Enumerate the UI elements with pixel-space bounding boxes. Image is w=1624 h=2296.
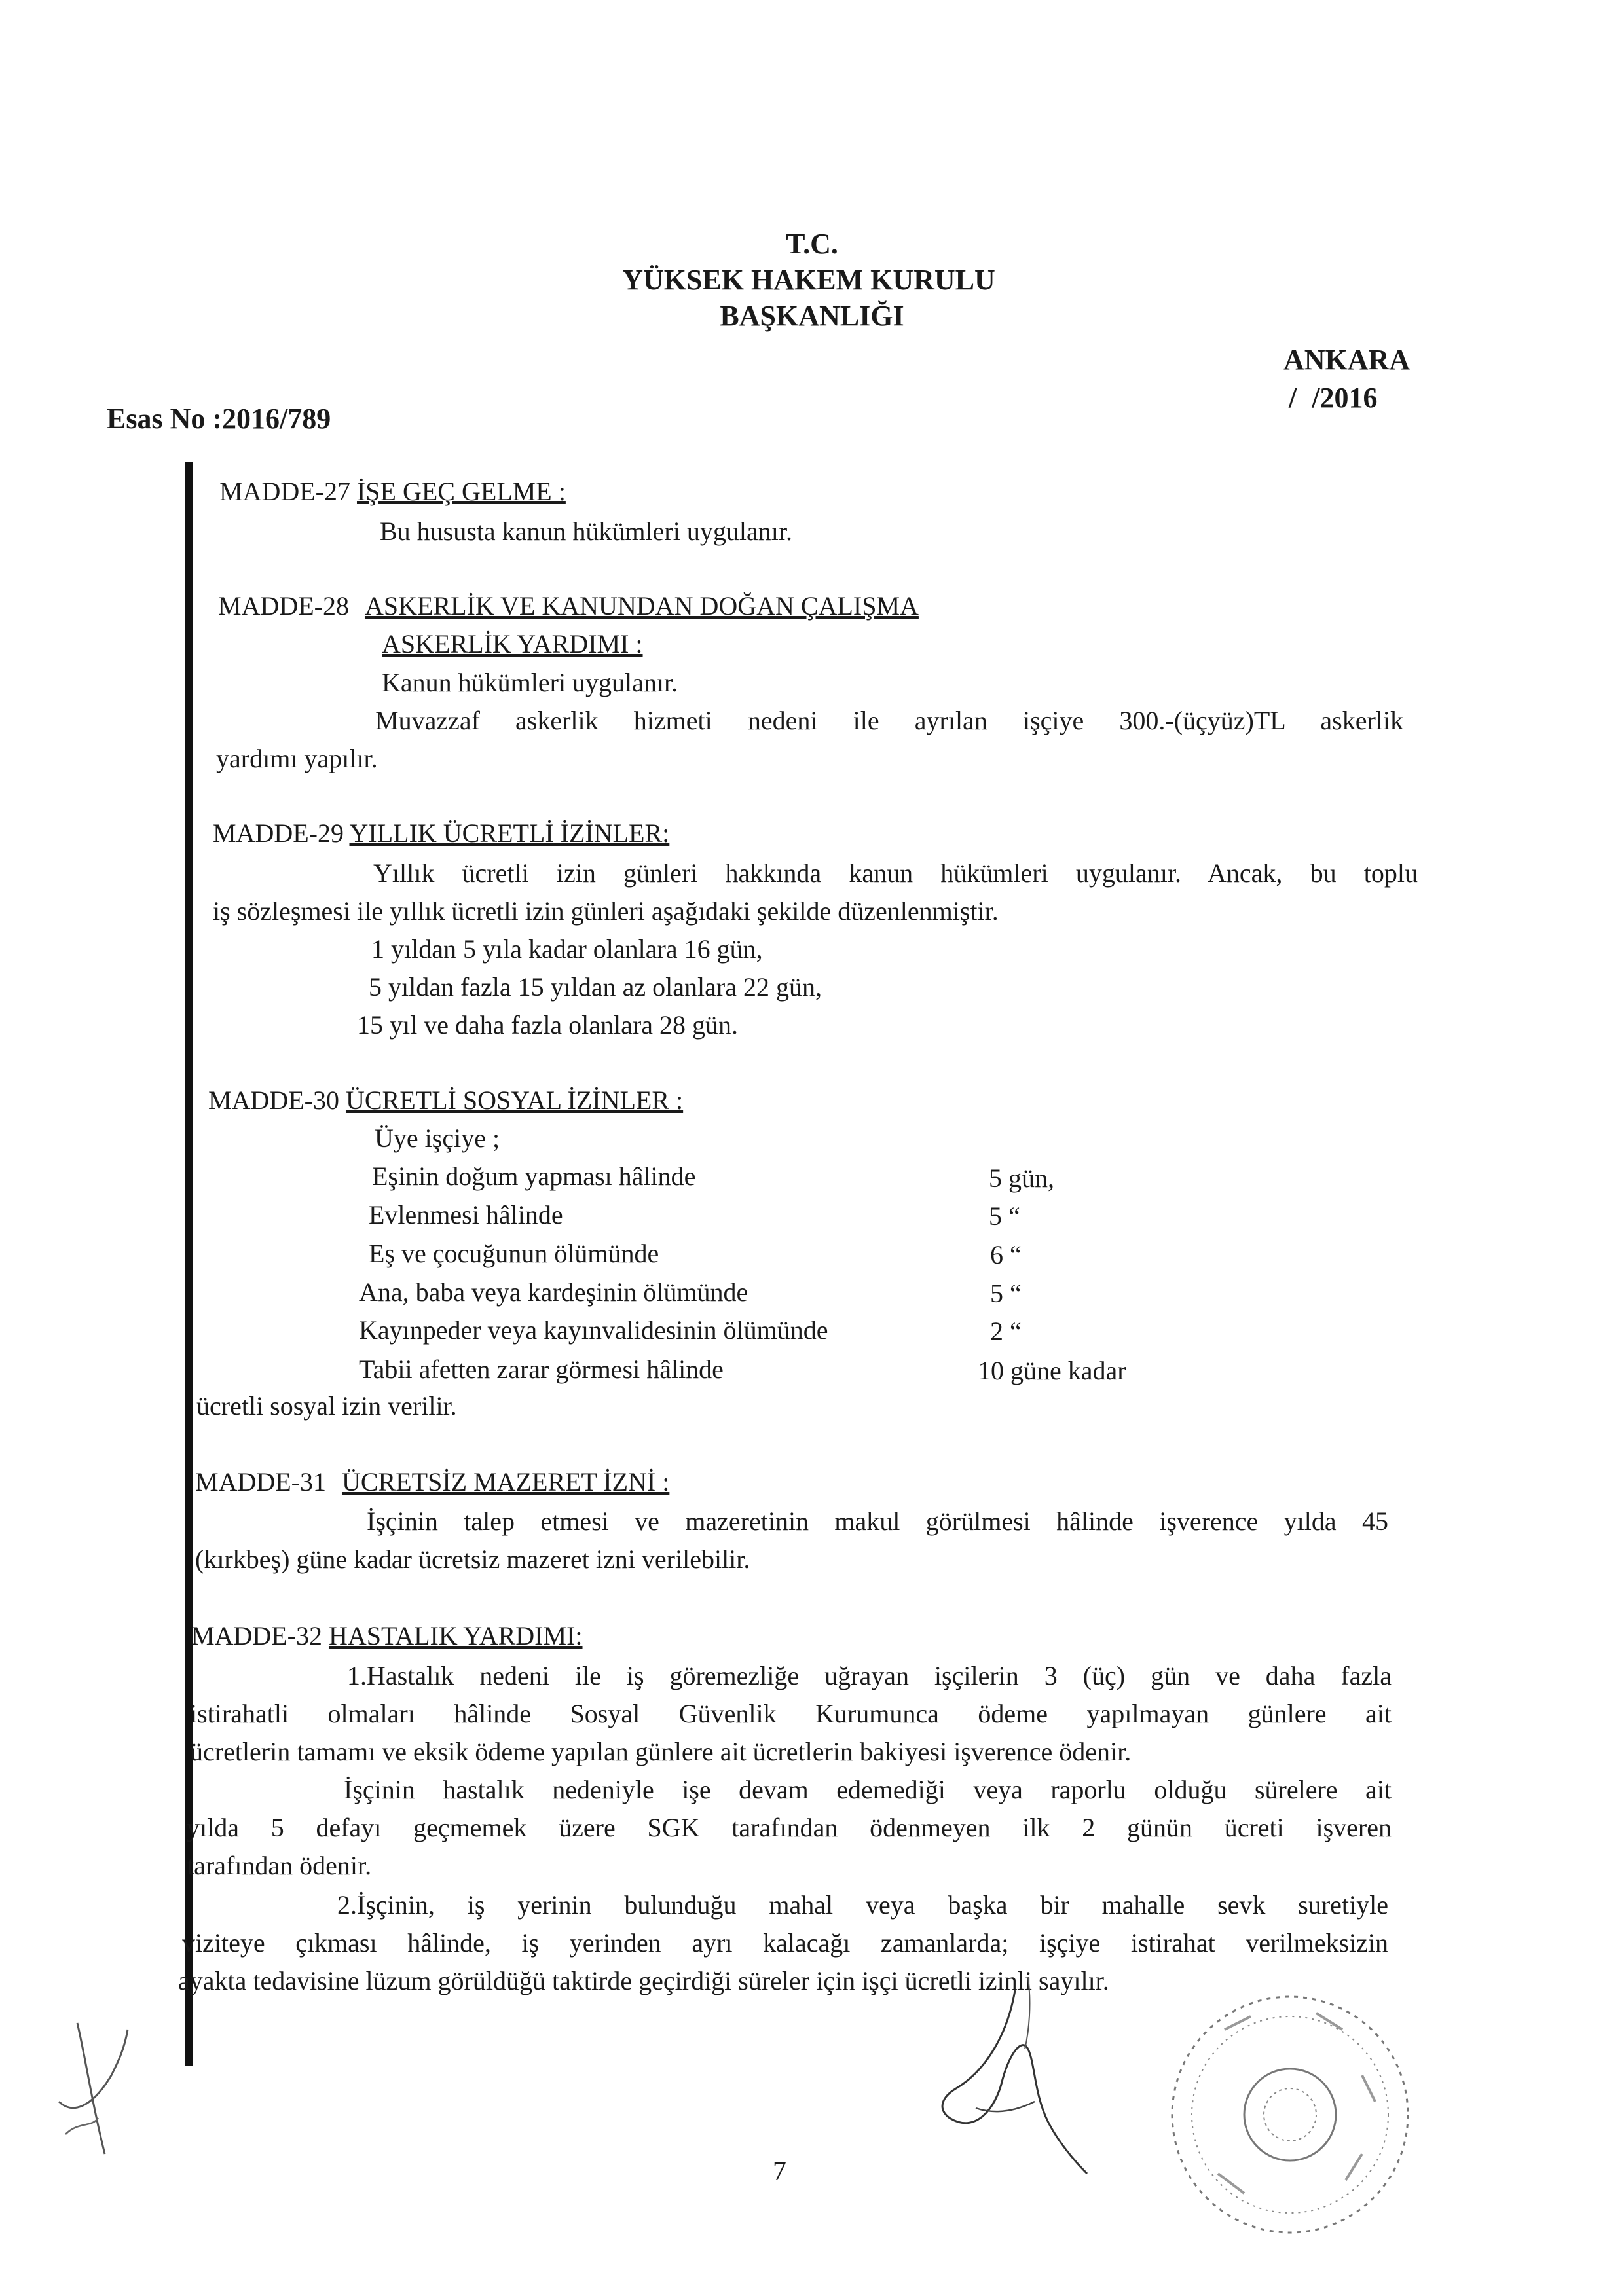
handwritten-initials — [46, 2003, 151, 2167]
article-32-p3-a: 2.İşçinin, iş yerinin bulunduğu mahal veya başka bir mahalle sevk suretiyle — [337, 1890, 1388, 1920]
article-29-heading — [213, 816, 669, 850]
case-value: :2016/789 — [212, 403, 331, 435]
article-32-p1-c: ücretlerin tamamı ve eksik ödeme yapılan günlere ait ücretlerin bakiyesi işverence ödenir. — [190, 1737, 1132, 1766]
article-29-item-2: 5 yıldan fazla 15 yıldan az olanlara 22 gün, — [369, 972, 822, 1002]
article-31-heading — [195, 1465, 669, 1499]
article-27-subject: İŞE GEÇ GELME : — [356, 477, 566, 506]
article-27-heading — [219, 475, 566, 509]
article-30-row-1-value: 5 gün, — [989, 1163, 1054, 1193]
article-28-text-1: Kanun hükümleri uygulanır. — [382, 668, 678, 697]
article-28-subject-2: ASKERLİK YARDIMI : — [382, 629, 643, 659]
article-30-title: MADDE-30 — [208, 1085, 339, 1115]
article-30-row-5-value: 2 “ — [990, 1317, 1022, 1346]
article-30-row-3-label: Eş ve çocuğunun ölümünde — [369, 1239, 659, 1268]
case-number — [107, 401, 331, 437]
header-line-institution: YÜKSEK HAKEM KURULU — [622, 264, 995, 296]
article-30-row-4-label: Ana, baba veya kardeşinin ölümünde — [359, 1277, 748, 1307]
article-30-intro: Üye işçiye ; — [375, 1123, 500, 1153]
article-30-row-6-label: Tabii afetten zarar görmesi hâlinde — [359, 1355, 724, 1384]
article-29-subject: YILLIK ÜCRETLİ İZİNLER: — [349, 818, 670, 848]
article-28-title: MADDE-28 — [218, 591, 349, 621]
article-27-text: Bu hususta kanun hükümleri uygulanır. — [380, 517, 792, 546]
article-32-p1-b: istirahatli olmaları hâlinde Sosyal Güvenlik Kurumunca ödeme yapılmayan günlere ait — [190, 1699, 1392, 1728]
article-29-item-3: 15 yıl ve daha fazla olanlara 28 gün. — [357, 1010, 738, 1040]
article-32-title: MADDE-32 — [191, 1621, 322, 1650]
article-29-text-b: iş sözleşmesi ile yıllık ücretli izin günleri aşağıdaki şekilde düzenlenmiştir. — [213, 896, 999, 926]
article-31-text-b: (kırkbeş) güne kadar ücretsiz mazeret izni verilebilir. — [195, 1544, 750, 1574]
article-30-row-4-value: 5 “ — [990, 1279, 1022, 1308]
article-32-p2-a: İşçinin hastalık nedeniyle işe devam edemediği veya raporlu olduğu sürelere ait — [344, 1775, 1392, 1804]
article-27-title: MADDE-27 — [219, 477, 350, 506]
article-32-p3-b: viziteye çıkması hâlinde, iş yerinden ayrı kalacağı zamanlarda; işçiye istirahat verilmeksizin — [182, 1928, 1388, 1958]
article-29-item-1: 1 yıldan 5 yıla kadar olanlara 16 gün, — [371, 934, 763, 964]
article-28-text-2b: yardımı yapılır. — [216, 744, 378, 773]
official-stamp — [1146, 1977, 1434, 2252]
document-header — [0, 226, 1624, 334]
header-line-presidency: BAŞKANLIĞI — [720, 300, 904, 332]
article-31-title: MADDE-31 — [195, 1467, 326, 1497]
article-30-closing: ücretli sosyal izin verilir. — [196, 1391, 457, 1421]
page-number: 7 — [773, 2157, 786, 2187]
article-30-row-1-label: Eşinin doğum yapması hâlinde — [372, 1161, 696, 1191]
article-31-subject: ÜCRETSİZ MAZERET İZNİ : — [341, 1467, 670, 1497]
article-30-row-2-value: 5 “ — [989, 1201, 1020, 1231]
article-30-row-6-value: 10 güne kadar — [978, 1356, 1126, 1385]
article-30-heading — [208, 1084, 683, 1118]
article-32-p3-c: ayakta tedavisine lüzum görüldüğü taktirde geçirdiği süreler için işçi ücretli izinli sayılır. — [178, 1966, 1109, 1995]
article-32-heading — [191, 1619, 583, 1653]
article-32-p2-c: tarafından ödenir. — [187, 1851, 372, 1880]
article-32-subject: HASTALIK YARDIMI: — [328, 1621, 583, 1650]
article-28-subject: ASKERLİK VE KANUNDAN DOĞAN ÇALIŞMA — [364, 591, 919, 621]
date-label: / /2016 — [1289, 382, 1378, 414]
article-30-row-5-label: Kayınpeder veya kayınvalidesinin ölümünde — [359, 1315, 828, 1345]
article-30-row-2-label: Evlenmesi hâlinde — [369, 1200, 563, 1230]
article-28-heading — [218, 589, 919, 623]
article-31-text-a: İşçinin talep etmesi ve mazeretinin makul görülmesi hâlinde işverence yılda 45 — [367, 1506, 1388, 1536]
header-line-tc: T.C. — [786, 228, 838, 260]
article-28-text-2a: Muvazzaf askerlik hizmeti nedeni ile ayrılan işçiye 300.-(üçyüz)TL askerlik — [375, 706, 1403, 735]
article-32-p1-a: 1.Hastalık nedeni ile iş göremezliğe uğrayan işçilerin 3 (üç) gün ve daha fazla — [347, 1661, 1392, 1690]
article-29-text-a: Yıllık ücretli izin günleri hakkında kanun hükümleri uygulanır. Ancak, bu toplu — [373, 858, 1418, 888]
article-32-p2-b: yılda 5 defayı geçmemek üzere SGK tarafından ödenmeyen ilk 2 günün ücreti işveren — [187, 1813, 1392, 1842]
signature — [917, 1977, 1126, 2193]
article-30-row-3-value: 6 “ — [990, 1240, 1022, 1269]
city-label: ANKARA — [1283, 344, 1411, 376]
case-label: Esas No — [107, 403, 206, 435]
article-29-title: MADDE-29 — [213, 818, 344, 848]
article-30-subject: ÜCRETLİ SOSYAL İZİNLER : — [345, 1085, 684, 1115]
